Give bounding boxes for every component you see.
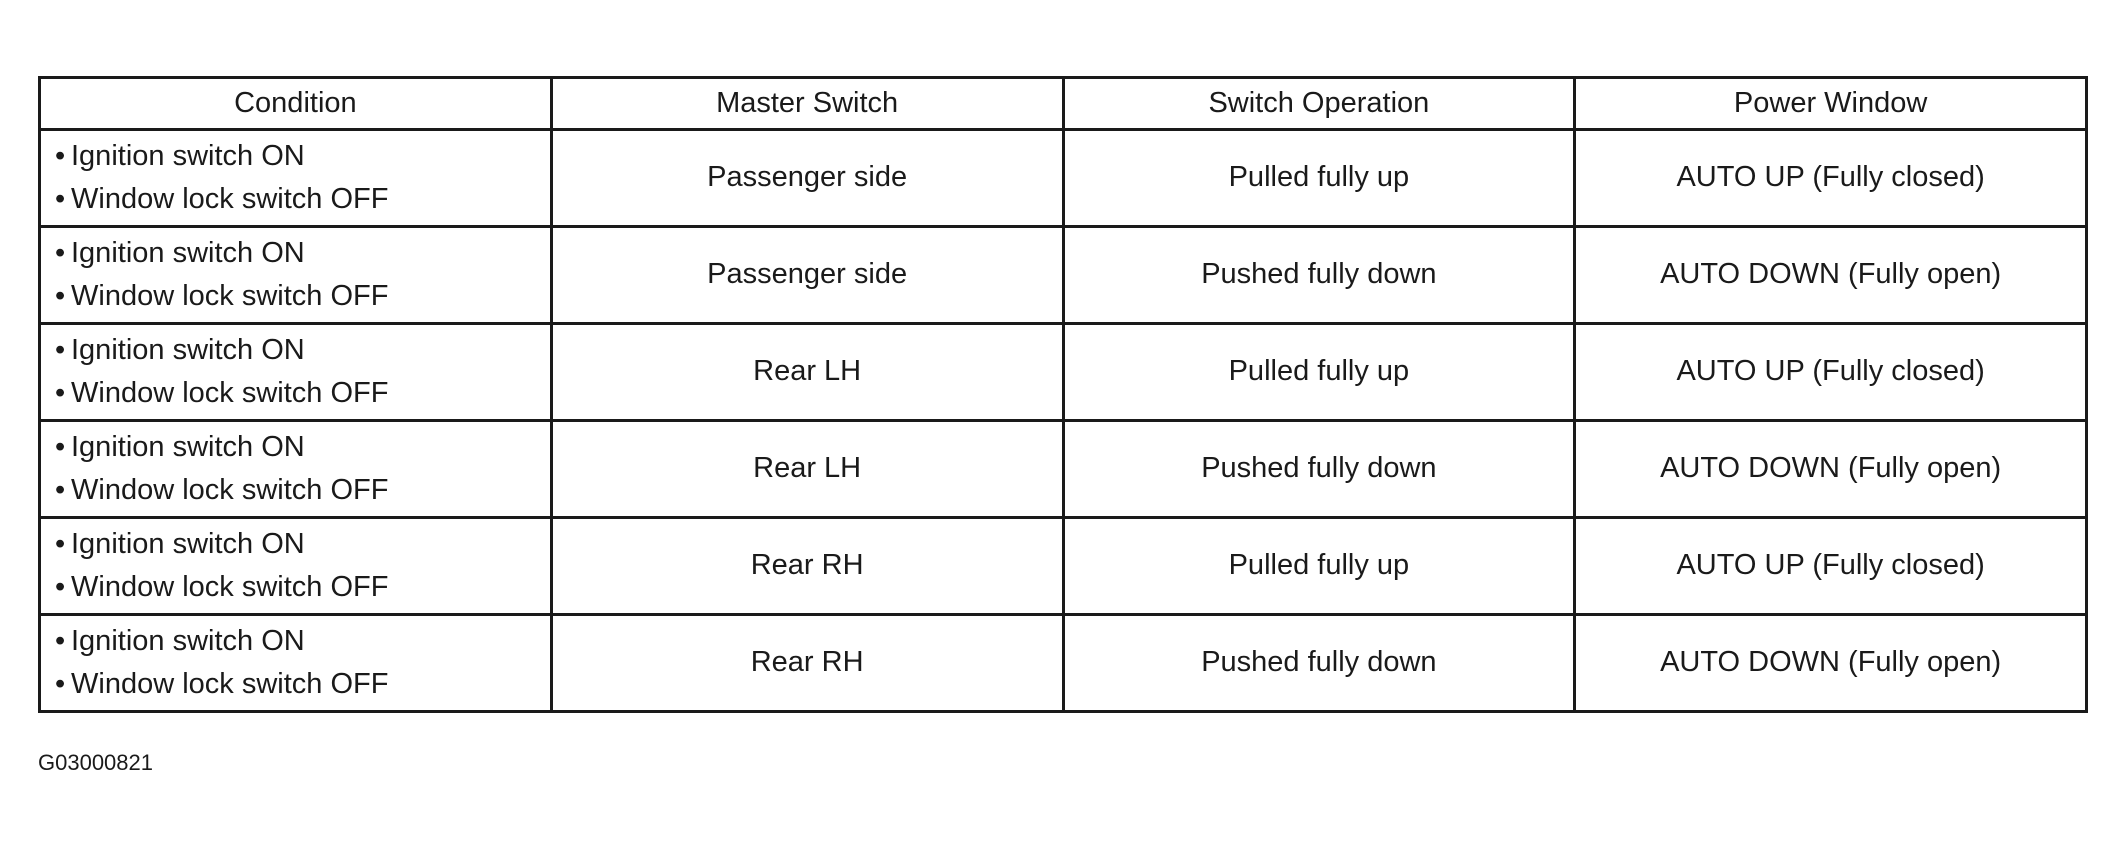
condition-text: Ignition switch ON bbox=[71, 237, 305, 269]
bullet-icon: • bbox=[55, 140, 66, 172]
power-window-cell: AUTO DOWN (Fully open) bbox=[1575, 615, 2087, 712]
switch-operation-cell: Pulled fully up bbox=[1063, 130, 1575, 227]
bullet-icon: • bbox=[55, 431, 66, 463]
master-switch-cell: Rear RH bbox=[551, 518, 1063, 615]
header-condition: Condition bbox=[40, 78, 552, 130]
bullet-icon: • bbox=[55, 625, 66, 657]
bullet-icon: • bbox=[55, 571, 66, 603]
table-header bbox=[40, 78, 2087, 130]
bullet-icon: • bbox=[55, 668, 66, 700]
condition-item bbox=[55, 566, 540, 609]
condition-cell bbox=[40, 130, 552, 227]
condition-item bbox=[55, 620, 540, 663]
figure-code: G03000821 bbox=[38, 750, 153, 775]
condition-item bbox=[55, 178, 540, 221]
switch-operation-cell: Pulled fully up bbox=[1063, 518, 1575, 615]
master-switch-cell: Rear LH bbox=[551, 324, 1063, 421]
condition-item bbox=[55, 426, 540, 469]
master-switch-cell: Passenger side bbox=[551, 227, 1063, 324]
condition-text: Ignition switch ON bbox=[71, 625, 305, 657]
switch-operation-cell: Pushed fully down bbox=[1063, 227, 1575, 324]
table-row bbox=[40, 227, 2087, 324]
power-window-cell: AUTO DOWN (Fully open) bbox=[1575, 421, 2087, 518]
condition-text: Window lock switch OFF bbox=[71, 474, 389, 506]
bullet-icon: • bbox=[55, 183, 66, 215]
bullet-icon: • bbox=[55, 474, 66, 506]
condition-item bbox=[55, 469, 540, 512]
condition-text: Window lock switch OFF bbox=[71, 377, 389, 409]
table-row bbox=[40, 615, 2087, 712]
condition-text: Ignition switch ON bbox=[71, 431, 305, 463]
condition-cell bbox=[40, 324, 552, 421]
condition-cell bbox=[40, 227, 552, 324]
condition-text: Ignition switch ON bbox=[71, 334, 305, 366]
condition-item bbox=[55, 232, 540, 275]
switch-operation-cell: Pushed fully down bbox=[1063, 615, 1575, 712]
master-switch-cell: Rear LH bbox=[551, 421, 1063, 518]
condition-item bbox=[55, 329, 540, 372]
condition-text: Ignition switch ON bbox=[71, 140, 305, 172]
header-power-window: Power Window bbox=[1575, 78, 2087, 130]
condition-item bbox=[55, 275, 540, 318]
bullet-icon: • bbox=[55, 334, 66, 366]
condition-text: Ignition switch ON bbox=[71, 528, 305, 560]
table-body bbox=[40, 130, 2087, 712]
power-window-cell: AUTO UP (Fully closed) bbox=[1575, 518, 2087, 615]
condition-text: Window lock switch OFF bbox=[71, 280, 389, 312]
header-master-switch: Master Switch bbox=[551, 78, 1063, 130]
bullet-icon: • bbox=[55, 377, 66, 409]
bullet-icon: • bbox=[55, 237, 66, 269]
bullet-icon: • bbox=[55, 528, 66, 560]
condition-cell bbox=[40, 615, 552, 712]
header-switch-operation: Switch Operation bbox=[1063, 78, 1575, 130]
condition-item bbox=[55, 663, 540, 706]
condition-item bbox=[55, 372, 540, 415]
table-row bbox=[40, 130, 2087, 227]
bullet-icon: • bbox=[55, 280, 66, 312]
condition-text: Window lock switch OFF bbox=[71, 183, 389, 215]
header-row bbox=[40, 78, 2087, 130]
power-window-cell: AUTO UP (Fully closed) bbox=[1575, 130, 2087, 227]
condition-item bbox=[55, 523, 540, 566]
power-window-table bbox=[38, 76, 2088, 713]
master-switch-cell: Passenger side bbox=[551, 130, 1063, 227]
condition-item bbox=[55, 135, 540, 178]
table-row bbox=[40, 324, 2087, 421]
condition-text: Window lock switch OFF bbox=[71, 571, 389, 603]
switch-operation-cell: Pulled fully up bbox=[1063, 324, 1575, 421]
power-window-cell: AUTO UP (Fully closed) bbox=[1575, 324, 2087, 421]
table-row bbox=[40, 518, 2087, 615]
condition-cell bbox=[40, 421, 552, 518]
power-window-cell: AUTO DOWN (Fully open) bbox=[1575, 227, 2087, 324]
switch-operation-cell: Pushed fully down bbox=[1063, 421, 1575, 518]
master-switch-cell: Rear RH bbox=[551, 615, 1063, 712]
table-row bbox=[40, 421, 2087, 518]
condition-text: Window lock switch OFF bbox=[71, 668, 389, 700]
condition-cell bbox=[40, 518, 552, 615]
